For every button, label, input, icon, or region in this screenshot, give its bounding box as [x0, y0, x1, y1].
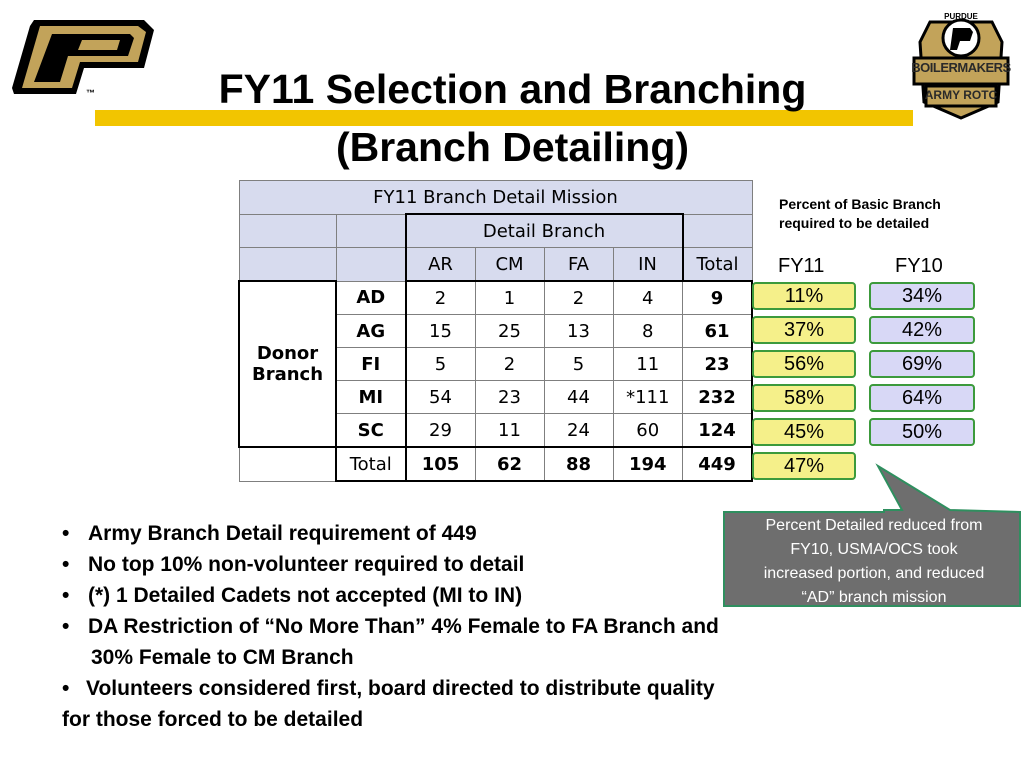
- table-cell: 8: [613, 315, 683, 348]
- column-header: IN: [613, 248, 683, 282]
- table-empty-cell: [239, 214, 336, 248]
- percent-panel-label: Percent of Basic Branch required to be detailed: [779, 196, 941, 231]
- column-total: 62: [475, 447, 544, 481]
- fy11-percent-total: 47%: [752, 452, 856, 480]
- fy10-header: FY10: [895, 255, 943, 277]
- column-total: 105: [406, 447, 476, 481]
- bullet-dot: •: [62, 615, 70, 638]
- bullet-text: Army Branch Detail requirement of 449: [88, 522, 477, 545]
- bullet-dot: •: [62, 584, 70, 607]
- bullet-text: DA Restriction of “No More Than” 4% Female to FA Branch and: [88, 615, 719, 638]
- fy11-percent-fi: 56%: [752, 350, 856, 378]
- column-header: AR: [406, 248, 476, 282]
- table-empty-cell: [683, 214, 753, 248]
- rotc-logo-bottom-text: ARMY ROTC: [924, 88, 998, 102]
- bullet-text-continued: 30% Female to CM Branch: [91, 646, 354, 669]
- total-label: Total: [336, 447, 406, 481]
- branch-detail-table: [238, 180, 753, 482]
- bullet-dot: •: [62, 677, 70, 700]
- table-cell: 4: [613, 281, 683, 315]
- row-total: 23: [683, 348, 753, 381]
- table-cell: 2: [406, 281, 476, 315]
- fy11-percent-sc: 45%: [752, 418, 856, 446]
- trademark-symbol: ™: [86, 88, 95, 98]
- table-cell: 44: [544, 381, 613, 414]
- bullet-text: No top 10% non-volunteer required to detail: [88, 553, 525, 576]
- fy10-percent-mi: 64%: [869, 384, 975, 412]
- callout-line: “AD” branch mission: [801, 589, 947, 606]
- row-total: 9: [683, 281, 753, 315]
- table-total-row: [239, 447, 752, 481]
- bullet-text: Volunteers considered first, board directed to distribute quality: [86, 677, 715, 700]
- column-header: Total: [683, 248, 753, 282]
- bullet-dot: •: [62, 553, 70, 576]
- table-cell: 29: [406, 414, 476, 448]
- detail-branch-header: Detail Branch: [406, 214, 683, 248]
- table-cell: 13: [544, 315, 613, 348]
- army-rotc-logo: [910, 8, 1012, 120]
- table-cell: 54: [406, 381, 476, 414]
- table-cell: *111: [613, 381, 683, 414]
- column-total: 194: [613, 447, 683, 481]
- donor-label-line-2: Branch: [251, 364, 324, 385]
- table-cell: 2: [544, 281, 613, 315]
- table-caption-row: [239, 181, 752, 215]
- fy11-percent-mi: 58%: [752, 384, 856, 412]
- callout-line: Percent Detailed reduced from: [765, 517, 983, 534]
- table-cell: 11: [613, 348, 683, 381]
- rotc-logo-middle-text: BOILERMAKERS: [911, 60, 1011, 75]
- donor-label-line-1: Donor: [256, 343, 319, 364]
- row-total: 61: [683, 315, 753, 348]
- page-title-line-2: (Branch Detailing): [335, 124, 690, 170]
- table-cell: 2: [475, 348, 544, 381]
- callout-line: increased portion, and reduced: [763, 565, 985, 582]
- row-total: 232: [683, 381, 753, 414]
- column-total: 88: [544, 447, 613, 481]
- table-cell: 23: [475, 381, 544, 414]
- fy10-percent-ag: 42%: [869, 316, 975, 344]
- fy11-header: FY11: [778, 255, 825, 277]
- bullet-dot: •: [62, 522, 70, 545]
- table-cell: 5: [406, 348, 476, 381]
- table-empty-cell: [336, 214, 406, 248]
- rotc-logo-top-text: PURDUE: [944, 12, 978, 21]
- row-branch: AG: [336, 315, 406, 348]
- table-cell: 1: [475, 281, 544, 315]
- fy10-percent-fi: 69%: [869, 350, 975, 378]
- grand-total: 449: [683, 447, 753, 481]
- page-title-line-1: FY11 Selection and Branching: [218, 66, 807, 112]
- row-branch: MI: [336, 381, 406, 414]
- fy10-percent-ad: 34%: [869, 282, 975, 310]
- donor-branch-label: [239, 281, 336, 447]
- fy11-percent-ag: 37%: [752, 316, 856, 344]
- table-cell: 25: [475, 315, 544, 348]
- table-cell: 60: [613, 414, 683, 448]
- table-caption: FY11 Branch Detail Mission: [239, 181, 752, 215]
- table-cell: 5: [544, 348, 613, 381]
- table-row: [239, 281, 752, 315]
- bullet-text: (*) 1 Detailed Cadets not accepted (MI to IN): [88, 584, 523, 607]
- table-cell: 24: [544, 414, 613, 448]
- table-cell: 11: [475, 414, 544, 448]
- row-branch: AD: [336, 281, 406, 315]
- table-cell: 15: [406, 315, 476, 348]
- table-empty-cell: [239, 248, 336, 282]
- column-header: FA: [544, 248, 613, 282]
- table-header-row-2: [239, 248, 752, 282]
- table-empty-cell: [336, 248, 406, 282]
- fy11-percent-ad: 11%: [752, 282, 856, 310]
- table-empty-cell: [239, 447, 336, 481]
- row-branch: FI: [336, 348, 406, 381]
- row-total: 124: [683, 414, 753, 448]
- column-header: CM: [475, 248, 544, 282]
- fy10-percent-sc: 50%: [869, 418, 975, 446]
- table-header-row-1: [239, 214, 752, 248]
- bullet-text-continued: for those forced to be detailed: [62, 708, 364, 731]
- row-branch: SC: [336, 414, 406, 448]
- callout-line: FY10, USMA/OCS took: [790, 541, 958, 558]
- callout-text: [728, 514, 1020, 610]
